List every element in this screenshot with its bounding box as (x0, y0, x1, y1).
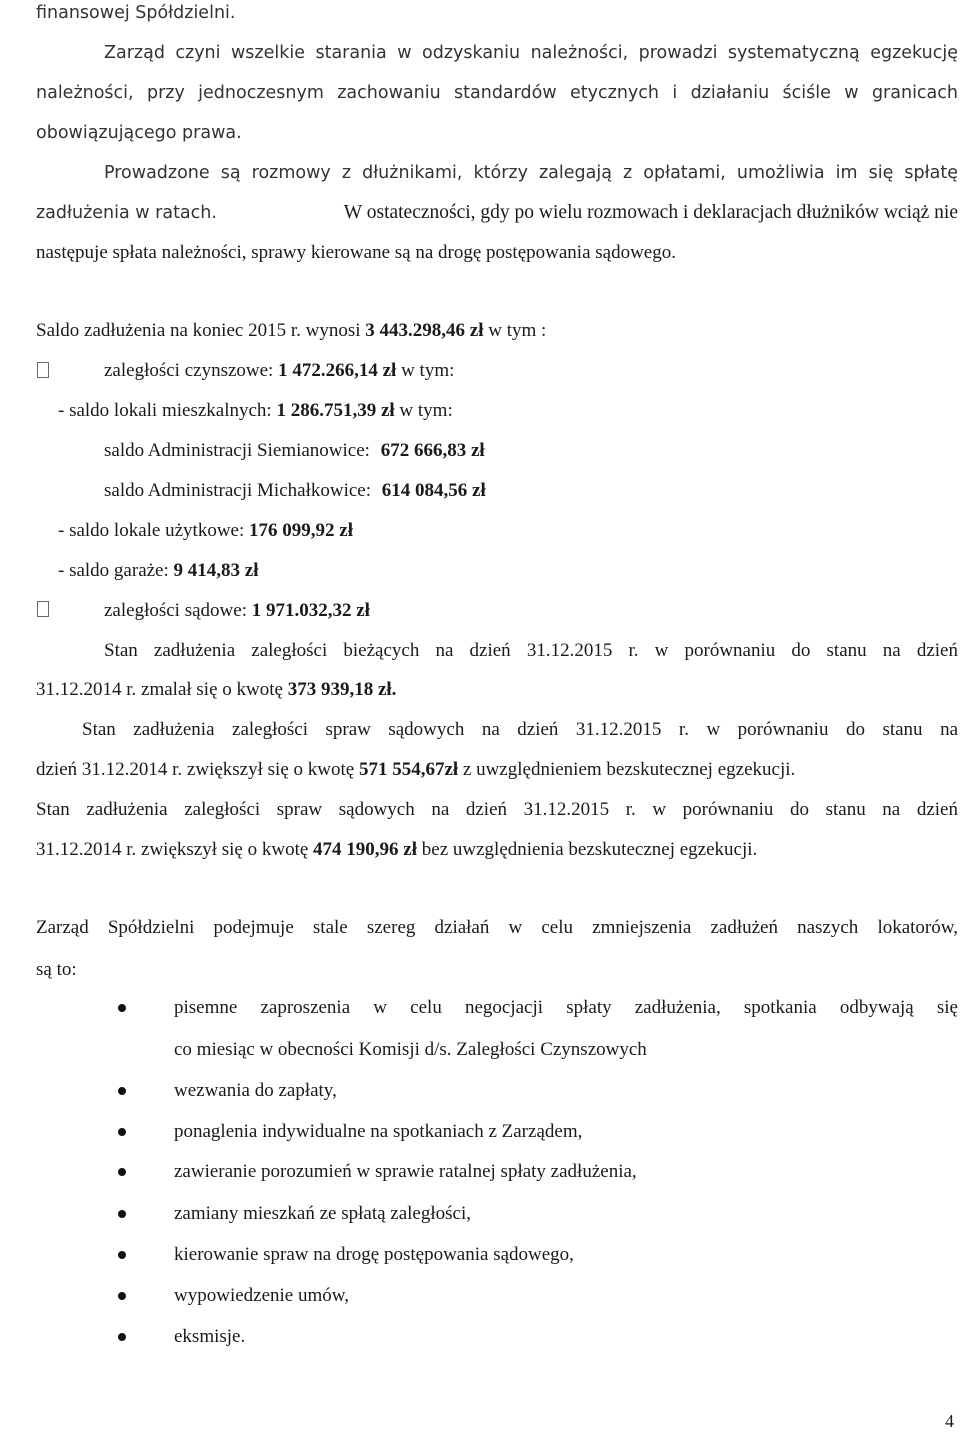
list-item: wypowiedzenie umów, (174, 1285, 349, 1306)
garaze-label: - saldo garaże: (58, 560, 174, 581)
list-item-continuation: co miesiąc w obecności Komisji d/s. Zaległości Czynszowych (174, 1039, 647, 1060)
siemianowice-amount: 672 666,83 zł (380, 440, 485, 461)
stan-amount: 373 939,18 zł. (287, 679, 397, 700)
stan-line (36, 679, 396, 701)
czynsz-suffix: w tym: (396, 360, 455, 381)
bullet-icon (118, 1168, 126, 1176)
zarzad-line: Zarząd Spółdzielni podejmuje stale szereg działań w celu zmniejszenia zadłużeń naszych lokatorów, (36, 917, 958, 938)
list-item: kierowanie spraw na drogę postępowania sądowego, (174, 1244, 574, 1265)
sadowe-amount: 1 971.032,32 zł (251, 600, 370, 621)
paragraph-line: należności, przy jednoczesnym zachowaniu standardów etycznych i działaniu ściśle w granicach (36, 83, 958, 103)
bullet-icon (118, 1251, 126, 1259)
saldo-intro-text: Saldo zadłużenia na koniec 2015 r. wynosi (36, 320, 366, 341)
stan-amount: 474 190,96 zł (313, 839, 418, 860)
uzytkowe-amount: 176 099,92 zł (249, 520, 353, 541)
paragraph-line: Zarząd czyni wszelkie starania w odzyskaniu należności, prowadzi systematyczną egzekucję (104, 43, 958, 63)
bullet-icon (118, 1087, 126, 1095)
zarzad-line: są to: (36, 959, 77, 980)
stan-amount: 571 554,67zł (358, 759, 459, 780)
bullet-icon (118, 1128, 126, 1136)
list-item: pisemne zaproszenia w celu negocjacji spłaty zadłużenia, spotkania odbywają się (174, 997, 958, 1018)
paragraph-line: finansowej Spółdzielni. (36, 3, 236, 23)
uzytkowe-line (58, 520, 353, 542)
michalkowice-amount: 614 084,56 zł (381, 480, 486, 501)
saldo-intro (36, 320, 546, 342)
garaze-line (58, 560, 259, 582)
uzytkowe-label: - saldo lokale użytkowe: (58, 520, 250, 541)
sadowe-line (104, 600, 370, 622)
siemianowice-label: saldo Administracji Siemianowice: (104, 440, 370, 461)
list-item: zawieranie porozumień w sprawie ratalnej spłaty zadłużenia, (174, 1161, 637, 1182)
stan-text: bez uwzględnienia bezskutecznej egzekucji. (417, 839, 758, 860)
list-item: wezwania do zapłaty, (174, 1080, 337, 1101)
missing-glyph-icon (37, 362, 49, 378)
saldo-intro-amount: 3 443.298,46 zł (365, 320, 484, 341)
michalkowice-line (104, 480, 486, 502)
siemianowice-line (104, 440, 485, 462)
michalkowice-label: saldo Administracji Michałkowice: (104, 480, 372, 501)
list-item: zamiany mieszkań ze spłatą zaległości, (174, 1203, 472, 1224)
stan-line (36, 759, 795, 781)
bullet-icon (118, 1210, 126, 1218)
mieszkalne-line (58, 400, 453, 422)
list-item: eksmisje. (174, 1326, 246, 1347)
bullet-icon (118, 1004, 126, 1012)
stan-text: 31.12.2014 r. zwiększył się o kwotę (36, 839, 314, 860)
missing-glyph-icon (37, 601, 49, 617)
mieszkalne-suffix: w tym: (394, 400, 453, 421)
page-number: 4 (945, 1411, 954, 1431)
mieszkalne-amount: 1 286.751,39 zł (276, 400, 395, 421)
stan-text: dzień 31.12.2014 r. zwiększył się o kwotę (36, 759, 359, 780)
garaze-amount: 9 414,83 zł (173, 560, 259, 581)
mieszkalne-label: - saldo lokali mieszkalnych: (58, 400, 277, 421)
bullet-icon (118, 1333, 126, 1341)
stan-line (36, 839, 757, 861)
paragraph-line: Prowadzone są rozmowy z dłużnikami, którzy zalegają z opłatami, umożliwia im się spłatę (104, 163, 958, 183)
stan-text: z uwzględnieniem bezskutecznej egzekucji. (458, 759, 796, 780)
stan-line: Stan zadłużenia zaległości spraw sądowych na dzień 31.12.2015 r. w porównaniu do stanu na (82, 719, 958, 740)
paragraph-line: obowiązującego prawa. (36, 123, 242, 143)
sadowe-label: zaległości sądowe: (104, 600, 252, 621)
czynsz-amount: 1 472.266,14 zł (278, 360, 397, 381)
czynsz-label: zaległości czynszowe: (104, 360, 279, 381)
stan-text: 31.12.2014 r. zmalał się o kwotę (36, 679, 288, 700)
czynsz-line (104, 360, 454, 382)
paragraph-line (36, 202, 958, 224)
stan-line: Stan zadłużenia zaległości bieżących na dzień 31.12.2015 r. w porównaniu do stanu na dzień (104, 640, 958, 661)
bullet-icon (118, 1292, 126, 1300)
list-item: ponaglenia indywidualne na spotkaniach z Zarządem, (174, 1121, 583, 1142)
paragraph-line: następuje spłata należności, sprawy kierowane są na drogę postępowania sądowego. (36, 242, 676, 263)
saldo-intro-suffix: w tym : (483, 320, 547, 341)
paragraph-fragment: W ostateczności, gdy po wielu rozmowach i deklaracjach dłużników wciąż nie (343, 202, 958, 223)
stan-line: Stan zadłużenia zaległości spraw sądowych na dzień 31.12.2015 r. w porównaniu do stanu na dzień (36, 799, 958, 820)
paragraph-fragment: zadłużenia w ratach. (36, 203, 217, 223)
